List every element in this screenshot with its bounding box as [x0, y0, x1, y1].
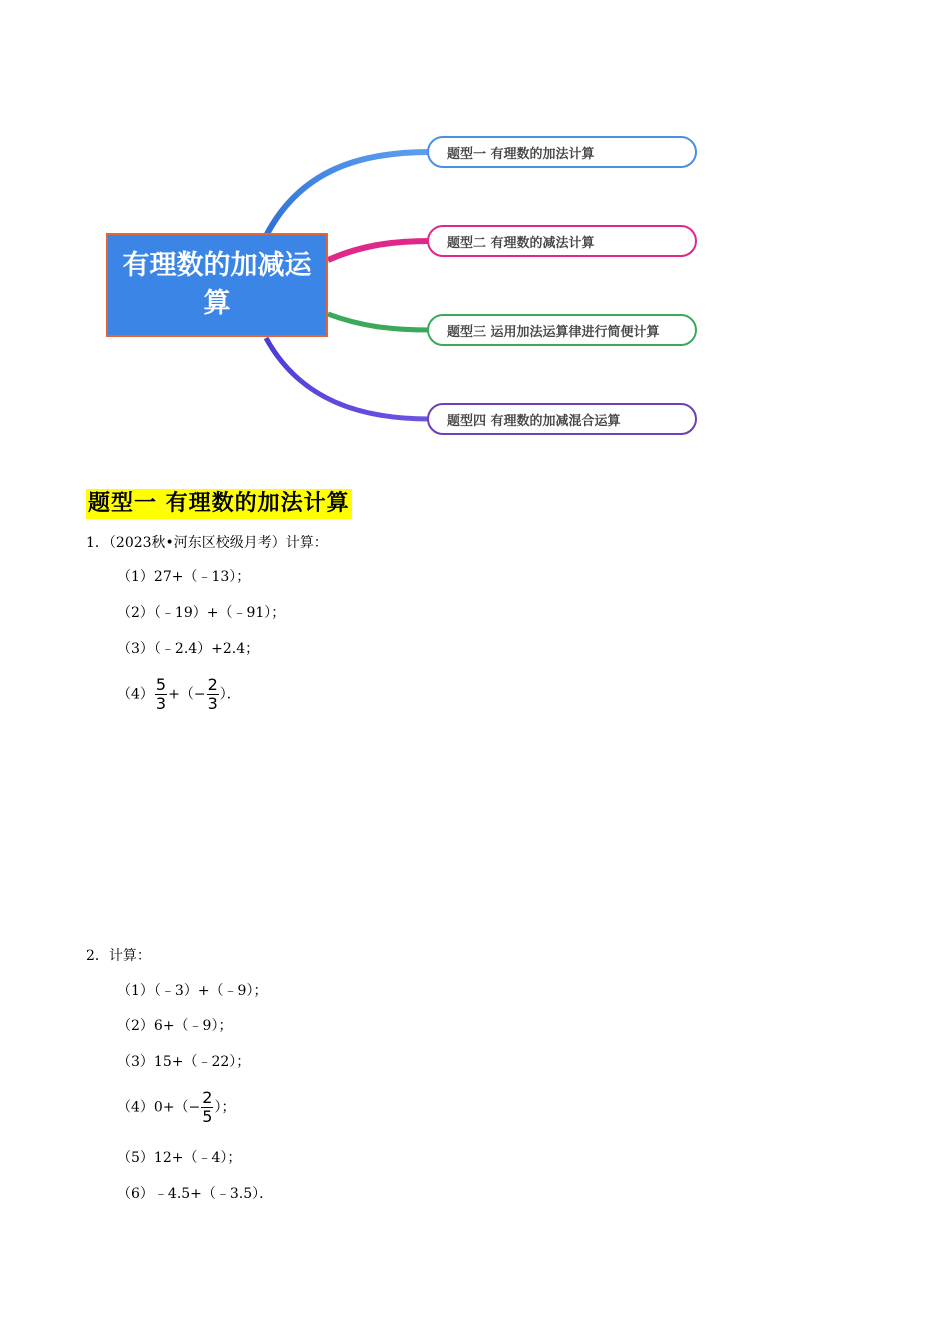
connector-1: [266, 152, 430, 236]
question-2-item-2: （2）6+（﹣9）；: [117, 1018, 233, 1034]
branch-label: 题型二 有理数的减法计算: [447, 235, 595, 251]
fraction-numerator: 5: [155, 675, 167, 694]
connector-4: [266, 338, 430, 419]
question-2-stem: [86, 946, 151, 966]
question-number: 1．: [86, 535, 109, 551]
fraction: [207, 676, 219, 713]
question-2-item-1: （1）（﹣3）+（﹣9）；: [117, 983, 268, 999]
mind-map-branch-1: [427, 136, 697, 168]
fraction-numerator: 2: [207, 675, 218, 694]
fraction-denominator: 5: [202, 1107, 213, 1126]
item-suffix: ）．: [219, 686, 241, 703]
question-1-item-4: [117, 676, 241, 713]
mind-map: [0, 0, 950, 460]
item-operator: +（−: [168, 686, 206, 703]
question-1-item-3: （3）（﹣2.4）+2.4；: [117, 641, 260, 657]
fraction: [155, 676, 167, 713]
branch-label: 题型三 运用加法运算律进行简便计算: [447, 324, 660, 340]
question-text: 计算：: [108, 948, 151, 964]
fraction-numerator: 2: [202, 1088, 213, 1107]
mind-map-root-label: 有理数的加减运算: [122, 250, 312, 319]
question-text: （2023秋•河东区校级月考）计算：: [108, 535, 328, 551]
section-heading: 题型一 有理数的加法计算: [86, 489, 352, 519]
mind-map-root: [106, 233, 328, 337]
item-suffix: ）；: [214, 1099, 236, 1116]
branch-label: 题型一 有理数的加法计算: [447, 146, 595, 162]
fraction-denominator: 3: [207, 694, 218, 713]
fraction-denominator: 3: [155, 694, 167, 713]
question-2-item-5: （5）12+（﹣4）；: [117, 1150, 242, 1166]
connector-2: [328, 241, 430, 260]
mind-map-branch-4: [427, 403, 697, 435]
question-2-item-3: （3）15+（﹣22）；: [117, 1054, 251, 1070]
connector-3: [328, 314, 430, 330]
mind-map-branch-3: [427, 314, 697, 346]
question-1-stem: [86, 533, 328, 553]
question-1-item-2: （2）（﹣19）+（﹣91）；: [117, 605, 286, 621]
branch-label: 题型四 有理数的加减混合运算: [447, 413, 621, 429]
item-prefix: （4）: [117, 686, 154, 703]
question-1-item-1: （1）27+（﹣13）；: [117, 569, 251, 585]
item-prefix: （4）0+（−: [117, 1099, 201, 1116]
fraction: [201, 1089, 213, 1126]
question-number: 2．: [86, 948, 109, 964]
mind-map-branch-2: [427, 225, 697, 257]
question-2-item-4: [117, 1089, 235, 1126]
question-2-item-6: （6）﹣4.5+（﹣3.5）．: [117, 1186, 274, 1202]
